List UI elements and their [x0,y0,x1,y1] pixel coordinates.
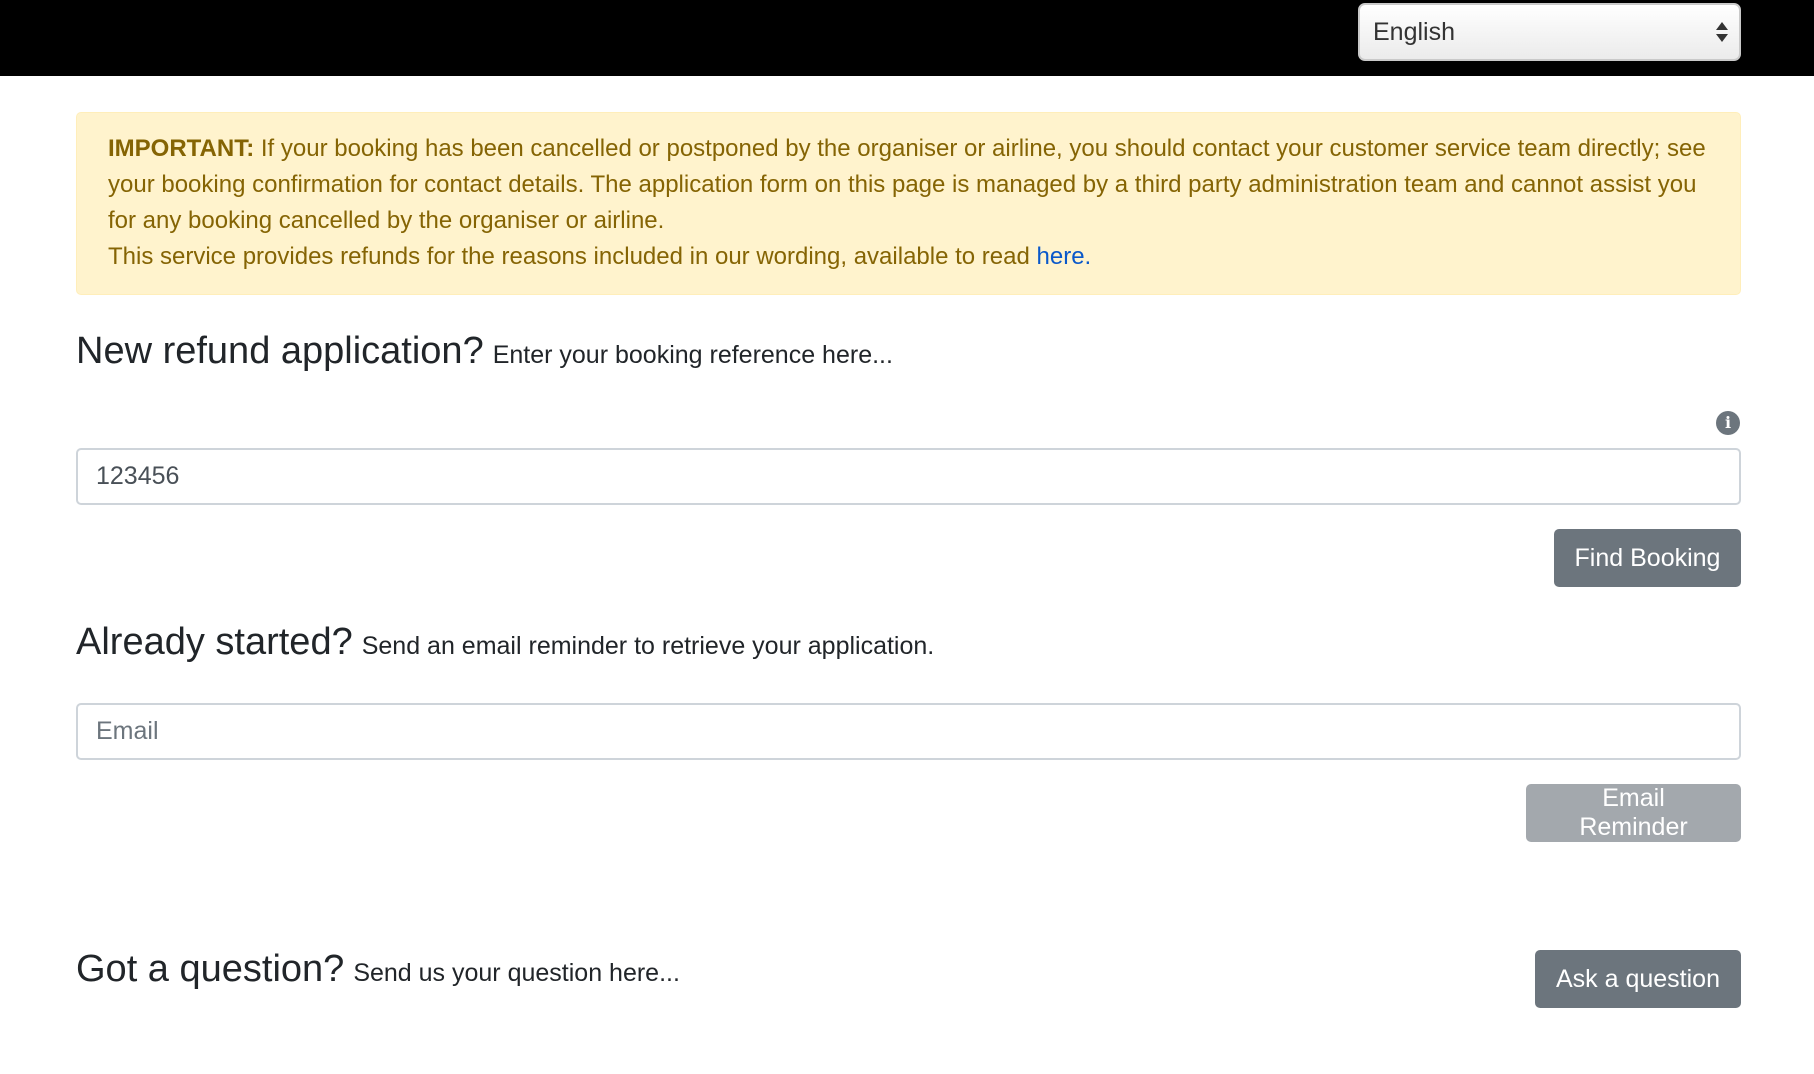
already-started-title: Already started? [76,621,353,663]
find-booking-button[interactable]: Find Booking [1554,529,1741,587]
question-title: Got a question? [76,948,345,990]
new-application-title: New refund application? [76,330,484,372]
question-heading [76,948,680,991]
new-application-subtitle: Enter your booking reference here... [492,341,893,369]
info-icon[interactable]: i [1716,411,1740,435]
language-select[interactable] [1358,3,1741,61]
language-select-value: English [1373,17,1455,46]
question-subtitle: Send us your question here... [353,959,680,987]
select-arrows-icon [1716,22,1728,42]
top-bar [0,0,1814,76]
email-reminder-button[interactable]: Email Reminder [1526,784,1741,842]
new-application-heading [76,330,893,373]
ask-question-button[interactable]: Ask a question [1535,950,1741,1008]
booking-reference-input[interactable] [76,448,1741,505]
already-started-subtitle: Send an email reminder to retrieve your application. [361,632,935,660]
already-started-heading [76,621,934,664]
important-notice [76,112,1741,295]
notice-text: If your booking has been cancelled or postponed by the organiser or airline, you should contact your customer service team directly; see your booking confirmation for contact details. The application form on this page is managed by a third party administration team and cannot assist you for any booking cancelled by the organiser or airline. [108,135,1706,234]
notice-wording-text: This service provides refunds for the reasons included in our wording, available to read [108,243,1037,270]
email-input[interactable] [76,703,1741,760]
wording-link[interactable]: here. [1036,243,1092,270]
important-label: IMPORTANT: [108,135,255,162]
